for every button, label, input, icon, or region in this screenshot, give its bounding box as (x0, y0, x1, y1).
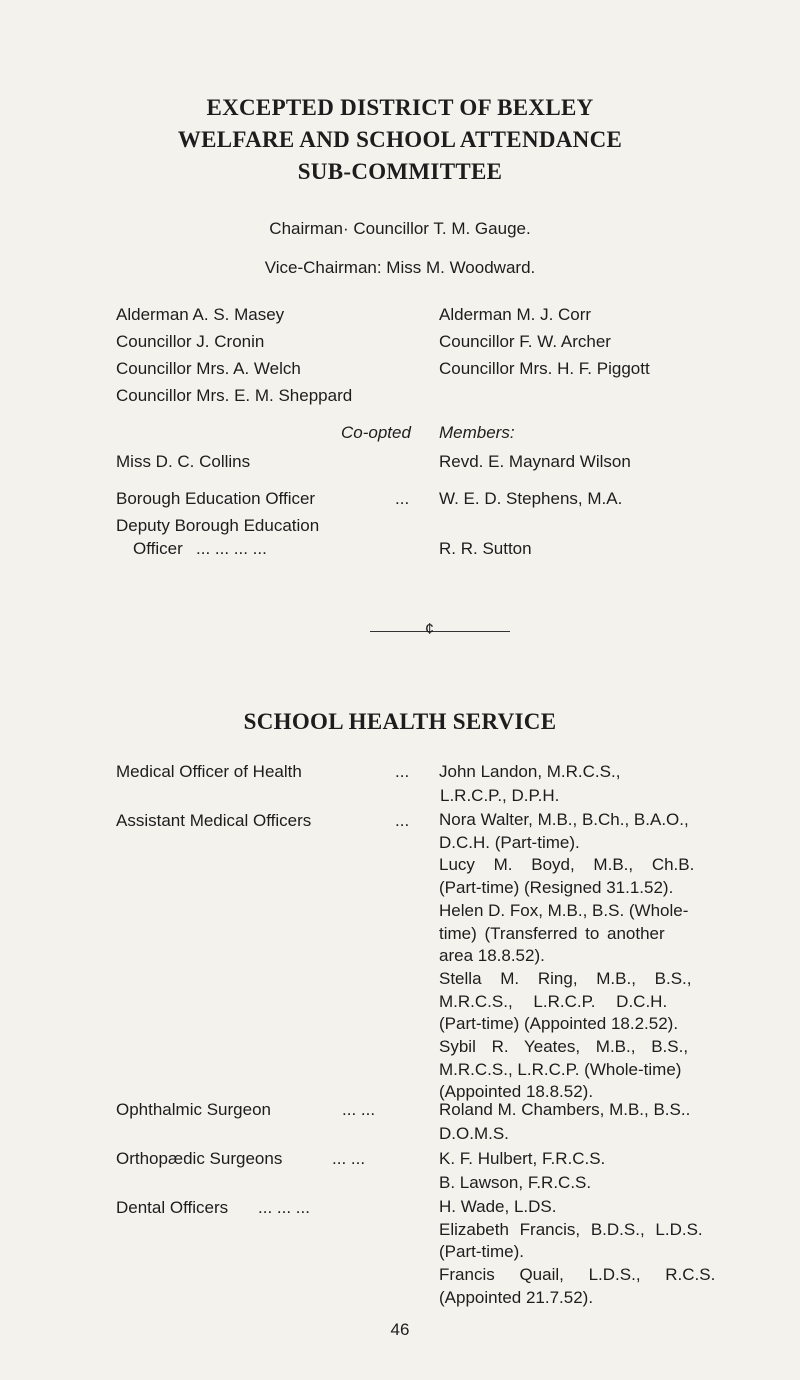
section-divider (370, 631, 510, 632)
entry-line: time) (Transferred to another (439, 923, 665, 943)
entry-line: Stella M. Ring, M.B., B.S., (439, 968, 692, 988)
entry-line: M.R.C.S., L.R.C.P. D.C.H. (439, 991, 668, 1011)
entry-line: Lucy M. Boyd, M.B., Ch.B. (439, 855, 695, 875)
role-label: Dental Officers (116, 1198, 229, 1217)
leader-dots: ... (395, 762, 410, 781)
member-left: Councillor Mrs. A. Welch (116, 359, 301, 378)
officer-role: Officer (133, 539, 183, 558)
entry-line: H. Wade, L.DS. (439, 1197, 557, 1216)
entry-line: B. Lawson, F.R.C.S. (439, 1173, 592, 1192)
school-health-title: SCHOOL HEALTH SERVICE (243, 709, 557, 734)
divider-ornament: ¢ (425, 621, 434, 638)
entry-line: D.C.H. (Part-time). (439, 832, 580, 852)
role-label: Orthopædic Surgeons (116, 1149, 283, 1168)
page-number: 46 (390, 1320, 410, 1339)
leader-dots: ... (395, 489, 410, 508)
committee-title-line: SUB-COMMITTEE (297, 159, 503, 184)
vice-chairman-line: Vice-Chairman: Miss M. Woodward. (264, 258, 536, 277)
entry-text (439, 760, 769, 808)
entry-line: Sybil R. Yeates, M.B., B.S., (439, 1037, 689, 1057)
entry-line: (Part-time) (Appointed 18.2.52). (439, 1014, 679, 1034)
entry-line: area 18.8.52). (439, 946, 545, 966)
officer-name: W. E. D. Stephens, M.A. (439, 489, 623, 508)
leader-dots: ... ... (342, 1100, 376, 1119)
member-left: Councillor J. Cronin (116, 332, 265, 351)
entry-line: Francis Quail, L.D.S., R.C.S. (439, 1265, 716, 1285)
entry-line: John Landon, M.R.C.S., (439, 762, 621, 781)
member-right: Alderman M. J. Corr (439, 305, 592, 324)
officer-role: Borough Education Officer (116, 489, 316, 508)
entry-line: Nora Walter, M.B., B.Ch., B.A.O., (439, 810, 689, 829)
entry-line: (Part-time). (439, 1242, 524, 1262)
chairman-line: Chairman· Councillor T. M. Gauge. (269, 219, 531, 238)
entry-text (439, 1147, 769, 1195)
coopted-label: Members: (439, 423, 515, 442)
leader-dots: ... (395, 811, 410, 830)
entry-line: (Appointed 18.8.52). (439, 1082, 594, 1102)
member-left: Councillor Mrs. E. M. Sheppard (116, 386, 353, 405)
leader-dots: ... ... ... ... (196, 539, 267, 558)
entry-text (439, 809, 769, 1104)
entry-line: (Part-time) (Resigned 31.1.52). (439, 878, 674, 898)
member-right: Councillor F. W. Archer (439, 332, 611, 351)
entry-line: D.O.M.S. (439, 1124, 509, 1143)
officer-role: Deputy Borough Education (116, 516, 320, 535)
coopted-member-left: Miss D. C. Collins (116, 452, 251, 471)
entry-line: K. F. Hulbert, F.R.C.S. (439, 1149, 606, 1168)
member-left: Alderman A. S. Masey (116, 305, 285, 324)
committee-title (0, 92, 800, 188)
coopted-label: Co-opted (341, 423, 411, 442)
member-right: Councillor Mrs. H. F. Piggott (439, 359, 650, 378)
leader-dots: ... ... ... (258, 1198, 310, 1217)
coopted-member-right: Revd. E. Maynard Wilson (439, 452, 631, 471)
role-label: Medical Officer of Health (116, 762, 302, 781)
entry-line: (Appointed 21.7.52). (439, 1287, 594, 1307)
leader-dots: ... ... (332, 1149, 366, 1168)
committee-title-line: EXCEPTED DISTRICT OF BEXLEY (206, 95, 594, 120)
entry-line: Elizabeth Francis, B.D.S., L.D.S. (439, 1219, 703, 1239)
entry-line: Roland M. Chambers, M.B., B.S.. (439, 1100, 691, 1119)
entry-text (439, 1098, 769, 1146)
entry-line: Helen D. Fox, M.B., B.S. (Whole- (439, 900, 689, 920)
officer-name: R. R. Sutton (439, 539, 532, 558)
role-label: Ophthalmic Surgeon (116, 1100, 271, 1119)
entry-line: L.R.C.P., D.P.H. (440, 786, 560, 805)
entry-text (439, 1196, 769, 1310)
role-label: Assistant Medical Officers (116, 811, 312, 830)
entry-line: M.R.C.S., L.R.C.P. (Whole-time) (439, 1059, 682, 1079)
committee-title-line: WELFARE AND SCHOOL ATTENDANCE (177, 127, 623, 152)
